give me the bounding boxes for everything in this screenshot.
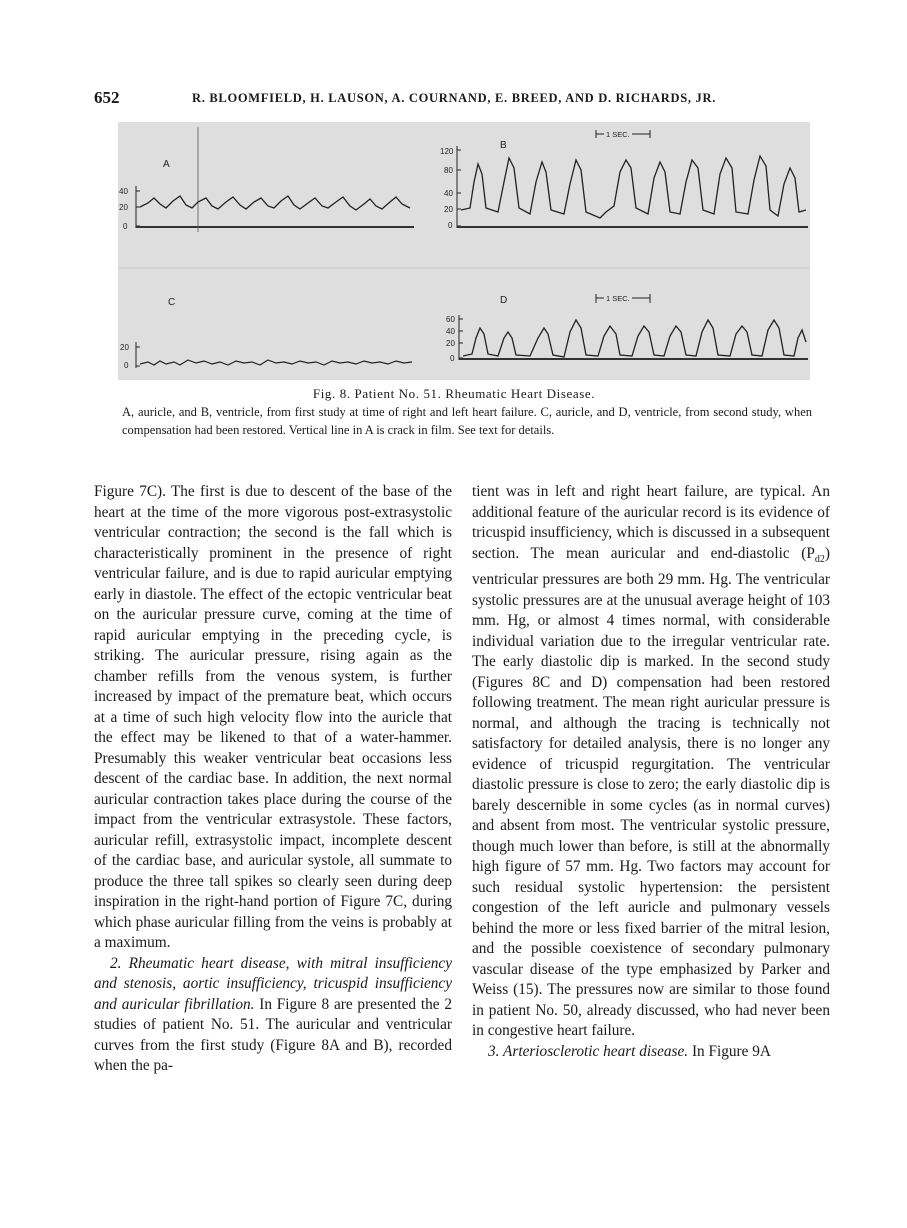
section-heading-arteriosclerotic: 3. Arteriosclerotic heart disease. (488, 1042, 689, 1060)
left-column (94, 482, 452, 1077)
figure-caption-title: Fig. 8. Patient No. 51. Rheumatic Heart Disease. (312, 386, 596, 401)
panel-b-tick-0: 0 (448, 221, 453, 230)
page-header (94, 88, 814, 110)
section-heading-rheumatic: 2. Rheumatic heart disease, with mitral insufficiency and stenosis, aortic insufficiency, tricuspid insufficiency and auricular fibrillation. (94, 954, 452, 1013)
right-paragraph-1 (472, 482, 830, 1042)
panel-d-time-label: 1 SEC. (606, 294, 630, 303)
panel-b-tick-80: 80 (444, 166, 453, 175)
panel-a-label: A (163, 159, 170, 170)
right-paragraph-2-text: In Figure 9A (691, 1042, 771, 1060)
left-paragraph-2 (94, 954, 452, 1077)
panel-d-tick-0: 0 (450, 354, 455, 363)
subscript-d2: d2 (814, 553, 825, 565)
right-column (472, 482, 830, 1062)
right-paragraph-1-part1: tient was in left and right heart failure, are typical. An additional feature of the auricular record is its evidence of tricuspid insufficiency, which is discussed in a subsequent section. The mean auricular and end-diastolic (P (472, 483, 830, 562)
panel-b-tick-120: 120 (440, 147, 454, 156)
panel-c-tick-20: 20 (120, 343, 129, 352)
panel-d-tick-20: 20 (446, 339, 455, 348)
panel-d-tick-40: 40 (446, 327, 455, 336)
figure-8 (118, 122, 810, 380)
panel-c-tick-0: 0 (124, 361, 129, 370)
panel-b-time-label: 1 SEC. (606, 130, 630, 139)
right-paragraph-1-part2: ) ventricular pressures are both 29 mm. Hg. The ventricular systolic pressures are at the unusual average height of 103 mm. Hg, or almost 4 times normal, with considerable individual variation due to the irregular ventricular rate. The early diastolic dip is marked. In the second study (Figures 8C and D) compensation had been restored following treatment. The mean right auricular pressure is normal, and although the tracing is technically not satisfactory for detailed analysis, there is no longer any evidence of tricuspid regurgitation. The ventricular diastolic pressure is close to zero; the early diastolic dip is barely descernible in some cycles (as in normal curves) and absent from most. The ventricular systolic pressure, though much lower than before, is still at the abnormally high figure of 57 mm. Hg. Two factors may account for such residual systolic hypertension: the persistent congestion of the left auricle and pulmonary vessels behind the more or less fixed barrier of the mitral lesion, and the possible coexistence of secondary pulmonary vascular disease of the type emphasized by Parker and Weiss (15). The pressures now are similar to those found in patient No. 50, already discussed, who had never been in congestive heart failure. (472, 544, 830, 1040)
running-head: R. BLOOMFIELD, H. LAUSON, A. COURNAND, E. BREED, AND D. RICHARDS, JR. (192, 91, 717, 105)
left-paragraph-2-text: In Figure 8 are presented the 2 studies of patient No. 51. The auricular and ventricular curves from the first study (Figure 8A and B), recorded when the pa- (94, 995, 452, 1074)
right-paragraph-2 (472, 1042, 830, 1063)
panel-a-tick-40: 40 (119, 187, 128, 196)
page-number: 652 (94, 88, 120, 107)
figure-caption-body: A, auricle, and B, ventricle, from first study at time of right and left heart failure. C, auricle, and D, ventricle, from second study, when compensation had been restored. Vertical line in A is crack in film. See text for details. (122, 405, 812, 437)
panel-b-tick-20: 20 (444, 205, 453, 214)
panel-b-label: B (500, 140, 507, 151)
pressure-tracings (118, 122, 810, 380)
panel-a-tick-20: 20 (119, 203, 128, 212)
left-paragraph-1: Figure 7C). The first is due to descent of the base of the heart at the time of the more vigorous post-extrasystolic ventricular contraction; the second is the fall which is characteristically prominent in the presence of right ventricular failure, and is due to rapid auricular emptying early in diastole. The effect of the ectopic ventricular beat on the auricular pressure curve, coming at the time of rapid auricular emptying in the preceding cycle, is striking. The auricular pressure, rising again as the chamber refills from the venous system, is further increased by impact of the premature beat, which occurs at a time of such high velocity flow into the auricle that the effect may be likened to that of a water-hammer. Presumably this weaker ventricular beat occasions less descent of the cardiac base. In addition, the next normal auricular contraction takes place during the course of the impact from the ventricular extrasystole. These factors, auricular refill, extrasystolic impact, incomplete descent of the cardiac base, and auricular systole, all summate to produce the three tall spikes so clearly seen during deep inspiration in the right-hand portion of Figure 7C, during which phase auricular filling from the veins is probably at a maximum. (94, 483, 452, 951)
panel-c-label: C (168, 297, 176, 308)
panel-d-label: D (500, 295, 508, 306)
panel-b-tick-40: 40 (444, 189, 453, 198)
panel-d-tick-60: 60 (446, 315, 455, 324)
panel-a-tick-0: 0 (123, 222, 128, 231)
